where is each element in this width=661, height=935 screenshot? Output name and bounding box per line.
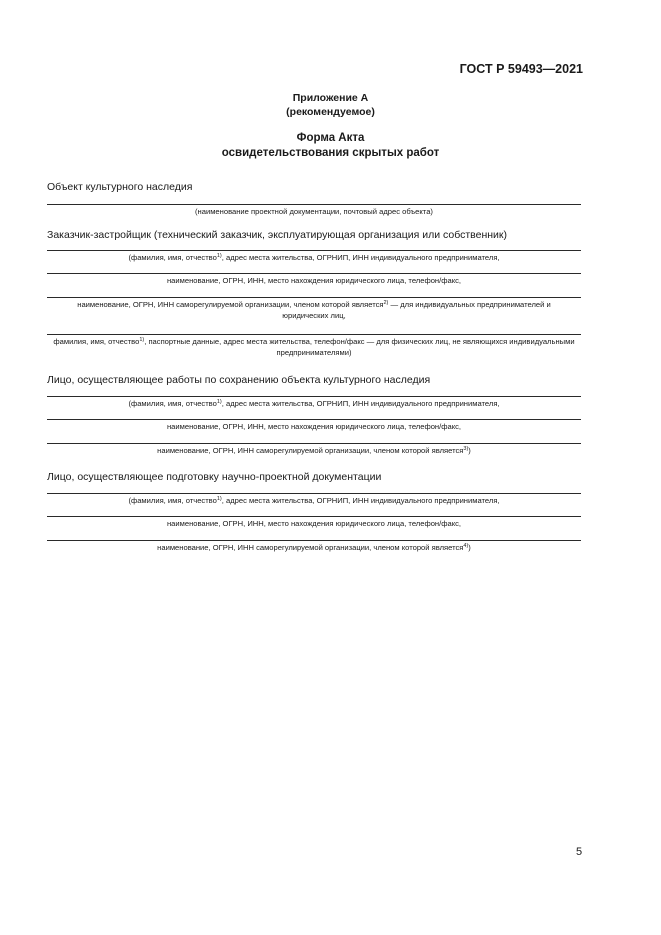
designer-caption-2: наименование, ОГРН, ИНН, место нахождения юридического лица, телефон/факс, [166,519,462,528]
contractor-caption-2: наименование, ОГРН, ИНН, место нахождения юридического лица, телефон/факс, [166,422,462,431]
customer-field-2[interactable] [47,273,581,274]
heritage-object-caption: (наименование проектной документации, почтовый адрес объекта) [195,207,433,216]
customer-heading: Заказчик-застройщик (технический заказчик, эксплуатирующая организация или собственник) [47,229,508,241]
customer-caption-4: фамилия, имя, отчество$^{1)}$, паспортные данные, адрес места жительства, телефон/факс — для физических лиц, не являющихся индивидуальными предпринимателями) [53,337,575,357]
customer-field-4[interactable] [47,334,581,335]
contractor-caption-1: (фамилия, имя, отчество$^{1)}$, адрес места жительства, ОГРНИП, ИНН индивидуального предпринимателя, [128,399,500,408]
heritage-object-field[interactable] [47,204,581,205]
heritage-object-heading: Объект культурного наследия [47,181,193,193]
contractor-field-2[interactable] [47,419,581,420]
customer-caption-1: (фамилия, имя, отчество$^{1)}$, адрес места жительства, ОГРНИП, ИНН индивидуального предпринимателя, [128,253,500,262]
designer-heading: Лицо, осуществляющее подготовку научно-проектной документации [47,471,382,483]
designer-caption-1: (фамилия, имя, отчество$^{1)}$, адрес места жительства, ОГРНИП, ИНН индивидуального предпринимателя, [128,496,500,505]
customer-caption-2: наименование, ОГРН, ИНН, место нахождения юридического лица, телефон/факс, [166,276,462,285]
form-title-line-1: Форма Акта [296,132,365,144]
form-title-line-2: освидетельствования скрытых работ [221,147,440,159]
annex-status: (рекомендуемое) [286,106,375,118]
customer-field-3[interactable] [47,297,581,298]
annex-title: Приложение А [292,92,369,104]
form-title [0,131,661,161]
annex-label [0,91,661,119]
document-code: ГОСТ Р 59493—2021 [459,62,583,76]
contractor-caption-3: наименование, ОГРН, ИНН саморегулируемой организации, членом которой является$^{3)}$) [157,446,471,455]
contractor-field-3[interactable] [47,443,581,444]
contractor-field-1[interactable] [47,396,581,397]
designer-field-2[interactable] [47,516,581,517]
page-number: 5 [576,846,583,858]
designer-caption-3: наименование, ОГРН, ИНН саморегулируемой организации, членом которой является$^{4)}$) [157,543,471,552]
customer-field-1[interactable] [47,250,581,251]
contractor-heading: Лицо, осуществляющее работы по сохранению объекта культурного наследия [47,374,431,386]
customer-caption-3: наименование, ОГРН, ИНН саморегулируемой организации, членом которой является$^{2)}$ — для индивидуальных предпринимателей и юридических лиц, [77,300,551,320]
designer-field-3[interactable] [47,540,581,541]
designer-field-1[interactable] [47,493,581,494]
